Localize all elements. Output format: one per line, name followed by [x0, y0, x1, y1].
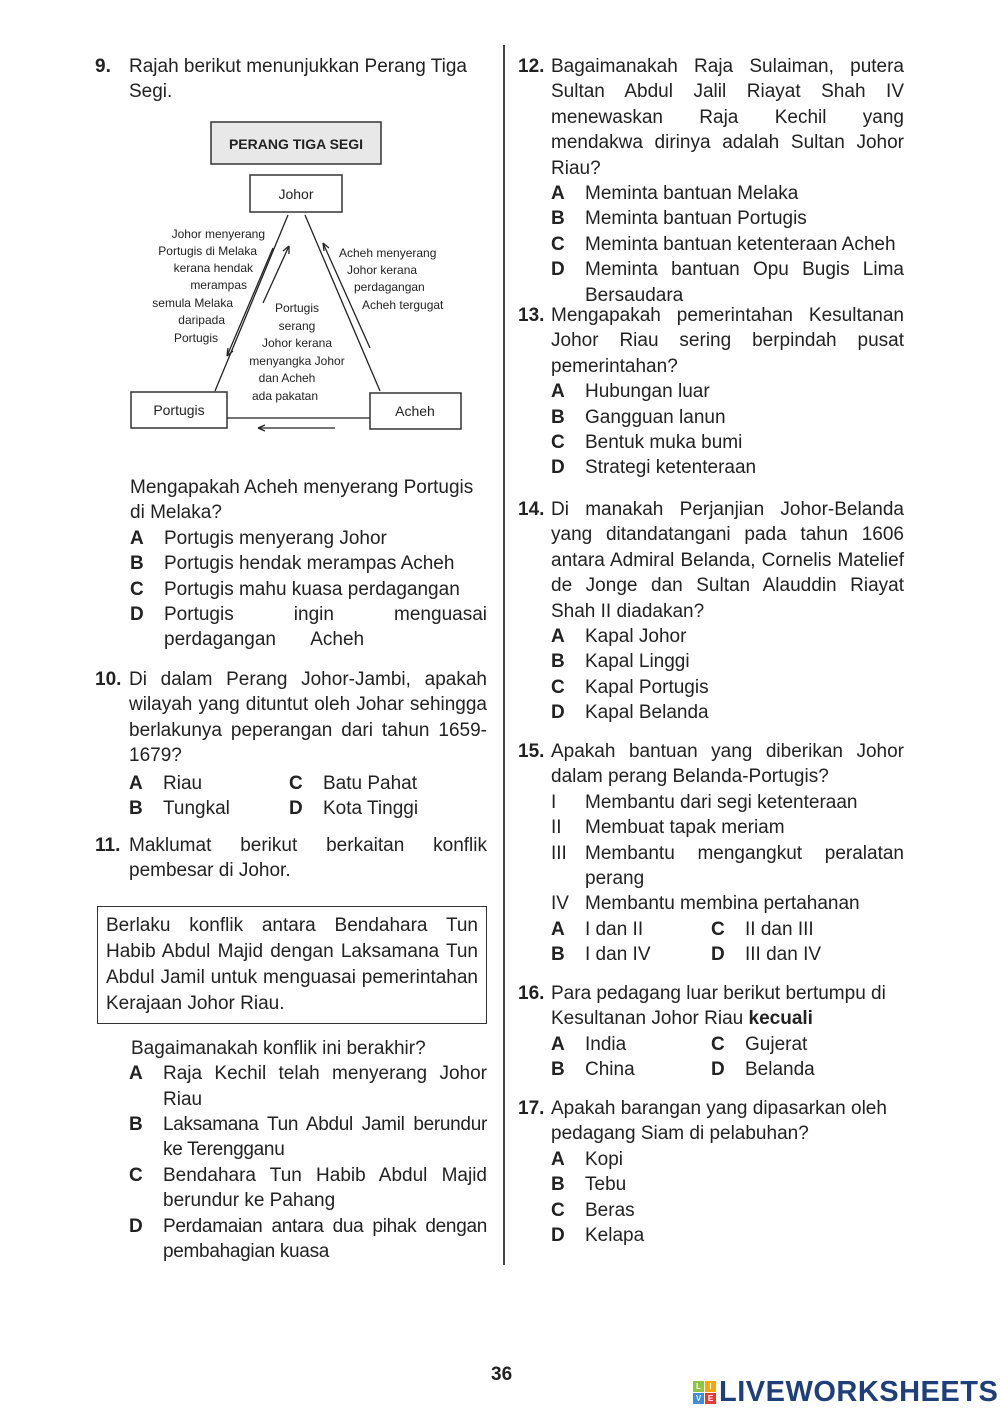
option-d[interactable] — [551, 700, 904, 725]
option-letter: C — [130, 578, 144, 600]
option-c[interactable] — [130, 577, 487, 602]
column-divider — [503, 45, 505, 1265]
question-11 — [95, 833, 487, 1264]
question-stem: Apakah bantuan yang diberikan Johor dalam perang Belanda-Portugis? — [551, 741, 904, 788]
option-letter: C — [289, 772, 303, 794]
option-letter: B — [551, 1174, 565, 1196]
question-number: 16. — [518, 983, 545, 1004]
option-letter: A — [551, 918, 565, 940]
option-letter: B — [551, 208, 565, 230]
logo-letter: V — [693, 1393, 704, 1404]
option-letter: A — [130, 527, 144, 549]
option-a[interactable] — [551, 379, 904, 404]
statement — [551, 841, 904, 892]
option-letter: A — [551, 381, 565, 403]
option-letter: A — [551, 183, 565, 205]
logo-text: LIVEWORKSHEETS — [719, 1376, 999, 1408]
question-number: 15. — [518, 741, 545, 762]
option-letter: C — [711, 1033, 725, 1055]
option-text: III dan IV — [745, 944, 822, 966]
option-d[interactable] — [551, 257, 904, 308]
option-a[interactable] — [129, 771, 289, 796]
option-a[interactable] — [551, 181, 904, 206]
option-letter: A — [551, 1033, 565, 1055]
option-text: Bentuk muka bumi — [585, 432, 743, 454]
caption-line: menyangka Johor — [249, 354, 345, 368]
option-letter: A — [129, 772, 143, 794]
caption-line: daripada — [178, 313, 225, 327]
option-a[interactable] — [551, 1032, 711, 1057]
question-10 — [95, 667, 487, 821]
diagram-title: PERANG TIGA SEGI — [228, 136, 364, 152]
option-text: Meminta bantuan Portugis — [585, 208, 807, 230]
statement-numeral: III — [551, 842, 567, 864]
option-d[interactable] — [711, 942, 904, 967]
question-stem: Di dalam Perang Johor-Jambi, apakah wilayah yang dituntut oleh Johar sehingga berlakunya peperangan dari tahun 1659-1679? — [129, 669, 487, 767]
option-letter: C — [129, 1164, 143, 1186]
option-letter: A — [551, 1148, 565, 1170]
caption-line: Portugis — [274, 301, 320, 315]
perang-tiga-segi-diagram — [125, 118, 470, 438]
option-c[interactable] — [551, 675, 904, 700]
logo-letter: E — [705, 1393, 716, 1404]
page-number: 36 — [491, 1364, 513, 1385]
statement-numeral: I — [551, 791, 557, 813]
caption-line: Portugis — [173, 331, 218, 345]
option-letter: B — [551, 944, 565, 966]
question-number: 13. — [518, 305, 545, 326]
statement-text: Membantu mengangkut peralatan perang — [585, 842, 904, 890]
option-text: Kapal Portugis — [585, 676, 709, 698]
option-letter: D — [711, 1059, 725, 1081]
option-letter: B — [129, 1114, 143, 1136]
question-12 — [518, 54, 904, 308]
left-arrow-caption — [152, 227, 265, 345]
option-a[interactable] — [551, 917, 711, 942]
question-text: Mengapakah Acheh menyerang Portugis di Melaka? — [130, 477, 474, 524]
option-letter: D — [551, 1225, 565, 1247]
options-list — [551, 181, 904, 308]
options-grid — [129, 771, 487, 822]
option-c[interactable] — [129, 1163, 487, 1214]
caption-line: serang — [278, 319, 316, 333]
caption-line: Portugis di Melaka — [158, 244, 257, 258]
option-d[interactable] — [130, 602, 487, 653]
statement-text: Membuat tapak meriam — [585, 817, 785, 839]
question-stem: Mengapakah pemerintahan Kesultanan Johor Riau sering berpindah pusat pemerintahan? — [551, 305, 904, 377]
caption-line: kerana hendak — [173, 261, 253, 275]
caption-line: Johor menyerang — [171, 227, 265, 241]
statement — [551, 790, 904, 815]
option-a[interactable] — [551, 1147, 904, 1172]
option-d[interactable] — [711, 1057, 904, 1082]
option-letter: D — [130, 604, 144, 626]
option-letter: B — [551, 1059, 565, 1081]
question-16 — [518, 981, 904, 1083]
option-text: Batu Pahat — [323, 772, 418, 794]
caption-line: ada pakatan — [251, 389, 319, 403]
option-letter: B — [129, 798, 143, 820]
option-a[interactable] — [130, 526, 487, 551]
option-text: Strategi ketenteraan — [585, 457, 757, 479]
option-letter: D — [551, 457, 565, 479]
option-text: Hubungan luar — [585, 381, 710, 403]
option-d[interactable] — [551, 455, 904, 480]
question-stem: Rajah berikut menunjukkan Perang Tiga Segi. — [129, 56, 467, 103]
question-text: Bagaimanakah konflik ini berakhir? — [131, 1037, 426, 1059]
question-9-options — [130, 475, 487, 653]
option-text: Kopi — [585, 1148, 624, 1170]
center-caption — [249, 301, 344, 403]
option-letter: B — [130, 553, 144, 575]
caption-line: dan Acheh — [258, 371, 316, 385]
question-stem: Bagaimanakah Raja Sulaiman, putera Sultan Abdul Jalil Riayat Shah IV menewaskan Raja Kechil yang mendakwa dirinya adalah Sultan Johor Riau? — [551, 56, 904, 179]
option-b[interactable] — [551, 206, 904, 231]
option-b[interactable] — [551, 942, 711, 967]
option-text: Gujerat — [745, 1033, 808, 1055]
option-c[interactable] — [289, 771, 487, 796]
option-letter: C — [551, 233, 565, 255]
question-number: 14. — [518, 499, 545, 520]
info-box: Berlaku konflik antara Bendahara Tun Habib Abdul Majid dengan Laksamana Tun Abdul Jamil untuk menguasai pemerintahan Kerajaan Johor Riau. — [97, 906, 487, 1024]
option-text: Portugis hendak merampas Acheh — [164, 553, 455, 575]
option-text: Kelapa — [585, 1225, 645, 1247]
right-arrow-caption — [339, 246, 444, 312]
option-text: Kapal Johor — [585, 626, 687, 648]
caption-line: semula Melaka — [152, 296, 233, 310]
option-text: Tungkal — [163, 798, 230, 820]
logo-squares-icon — [693, 1381, 716, 1404]
option-d[interactable] — [129, 1214, 487, 1265]
caption-line: Acheh tergugat — [362, 298, 444, 312]
option-c[interactable] — [551, 430, 904, 455]
question-number: 12. — [518, 56, 545, 77]
question-stem: Maklumat berikut berkaitan konflik pembesar di Johor. — [129, 835, 487, 882]
question-number: 11. — [95, 835, 121, 856]
statement — [551, 815, 904, 840]
question-9 — [95, 54, 487, 105]
option-text: China — [585, 1059, 635, 1081]
option-text: Portugis menyerang Johor — [164, 527, 387, 549]
option-d[interactable] — [551, 1223, 904, 1248]
statements-list — [551, 790, 904, 917]
question-stem: Di manakah Perjanjian Johor-Belanda yang ditandatangani pada tahun 1606 antara Admiral Belanda, Cornelis Matelief de Jonge dan Sultan Alauddin Riayat Shah II diadakan? — [551, 499, 904, 622]
option-text: II dan III — [745, 918, 814, 940]
caption-line: Acheh menyerang — [339, 246, 437, 260]
options-list — [551, 379, 904, 481]
option-a[interactable] — [129, 1061, 487, 1112]
option-b[interactable] — [130, 551, 487, 576]
question-number: 10. — [95, 669, 122, 690]
option-text: Meminta bantuan Melaka — [585, 183, 799, 205]
option-text: India — [585, 1033, 627, 1055]
statement-text: Membantu dari segi ketenteraan — [585, 791, 858, 813]
option-letter: B — [551, 651, 565, 673]
question-stem: Para pedagang luar berikut bertumpu di Kesultanan Johor Riau — [551, 983, 886, 1030]
option-text: Kota Tinggi — [323, 798, 419, 820]
caption-line: Johor kerana — [261, 336, 333, 350]
option-letter: B — [551, 406, 565, 428]
option-b[interactable] — [129, 1112, 487, 1163]
option-letter: D — [551, 259, 565, 281]
caption-line: merampas — [190, 278, 247, 292]
option-b[interactable] — [551, 1057, 711, 1082]
johor-label: Johor — [278, 186, 314, 202]
option-letter: C — [551, 432, 565, 454]
option-d[interactable] — [289, 796, 487, 821]
option-letter: C — [551, 676, 565, 698]
option-text: Kapal Linggi — [585, 651, 690, 673]
question-stem: Apakah barangan yang dipasarkan oleh pedagang Siam di pelabuhan? — [551, 1098, 887, 1145]
option-b[interactable] — [551, 1172, 904, 1197]
option-text: Meminta bantuan ketenteraan Acheh — [585, 233, 896, 255]
logo-letter: L — [693, 1381, 704, 1392]
question-13 — [518, 303, 904, 481]
statement-numeral: IV — [551, 893, 569, 915]
liveworksheets-logo — [693, 1376, 998, 1409]
option-text: Kapal Belanda — [585, 702, 709, 724]
options-list — [551, 624, 904, 726]
question-15 — [518, 739, 904, 968]
option-c[interactable] — [551, 1198, 904, 1223]
question-number: 9. — [95, 56, 111, 77]
option-c[interactable] — [711, 1032, 904, 1057]
option-text: Perdamaian antara dua pihak dengan pembahagian kuasa — [163, 1215, 487, 1263]
question-stem-emphasis: kecuali — [748, 1008, 813, 1030]
logo-letter: I — [705, 1381, 716, 1392]
option-letter: A — [551, 626, 565, 648]
acheh-label: Acheh — [395, 403, 435, 419]
statement-numeral: II — [551, 817, 562, 839]
option-letter: D — [289, 798, 303, 820]
question-number: 17. — [518, 1098, 545, 1119]
option-text: Belanda — [745, 1059, 815, 1081]
option-c[interactable] — [711, 917, 904, 942]
option-text: Beras — [585, 1199, 635, 1221]
option-text: I dan II — [585, 918, 644, 940]
option-text: Raja Kechil telah menyerang Johor Riau — [163, 1063, 487, 1110]
question-17 — [518, 1096, 904, 1248]
statement-text: Membantu membina pertahanan — [585, 893, 860, 915]
option-text: Portugis ingin menguasai perdagangan Acheh — [164, 604, 487, 651]
portugis-label: Portugis — [153, 402, 205, 418]
caption-line: perdagangan — [354, 280, 425, 294]
options-grid — [551, 1032, 904, 1083]
statement — [551, 891, 904, 916]
option-text: Laksamana Tun Abdul Jamil berundur ke Terengganu — [163, 1114, 487, 1161]
question-14 — [518, 497, 904, 726]
option-text: Riau — [163, 772, 203, 794]
option-letter: D — [551, 702, 565, 724]
options-list — [551, 1147, 904, 1249]
option-text: Bendahara Tun Habib Abdul Majid berundur ke Pahang — [163, 1164, 487, 1212]
option-text: Meminta bantuan Opu Bugis Lima Bersaudara — [585, 259, 904, 306]
option-text: Portugis mahu kuasa perdagangan — [164, 578, 460, 600]
option-a[interactable] — [551, 624, 904, 649]
option-b[interactable] — [551, 405, 904, 430]
option-letter: D — [711, 944, 725, 966]
option-text: Gangguan lanun — [585, 406, 726, 428]
option-letter: A — [129, 1063, 143, 1085]
options-list — [129, 1061, 487, 1264]
options-grid — [551, 917, 904, 968]
option-letter: D — [129, 1215, 143, 1237]
option-text: Tebu — [585, 1174, 627, 1196]
option-c[interactable] — [551, 232, 904, 257]
option-letter: C — [711, 918, 725, 940]
option-b[interactable] — [551, 649, 904, 674]
option-letter: C — [551, 1199, 565, 1221]
caption-line: Johor kerana — [347, 263, 418, 277]
option-b[interactable] — [129, 796, 289, 821]
option-text: I dan IV — [585, 944, 651, 966]
